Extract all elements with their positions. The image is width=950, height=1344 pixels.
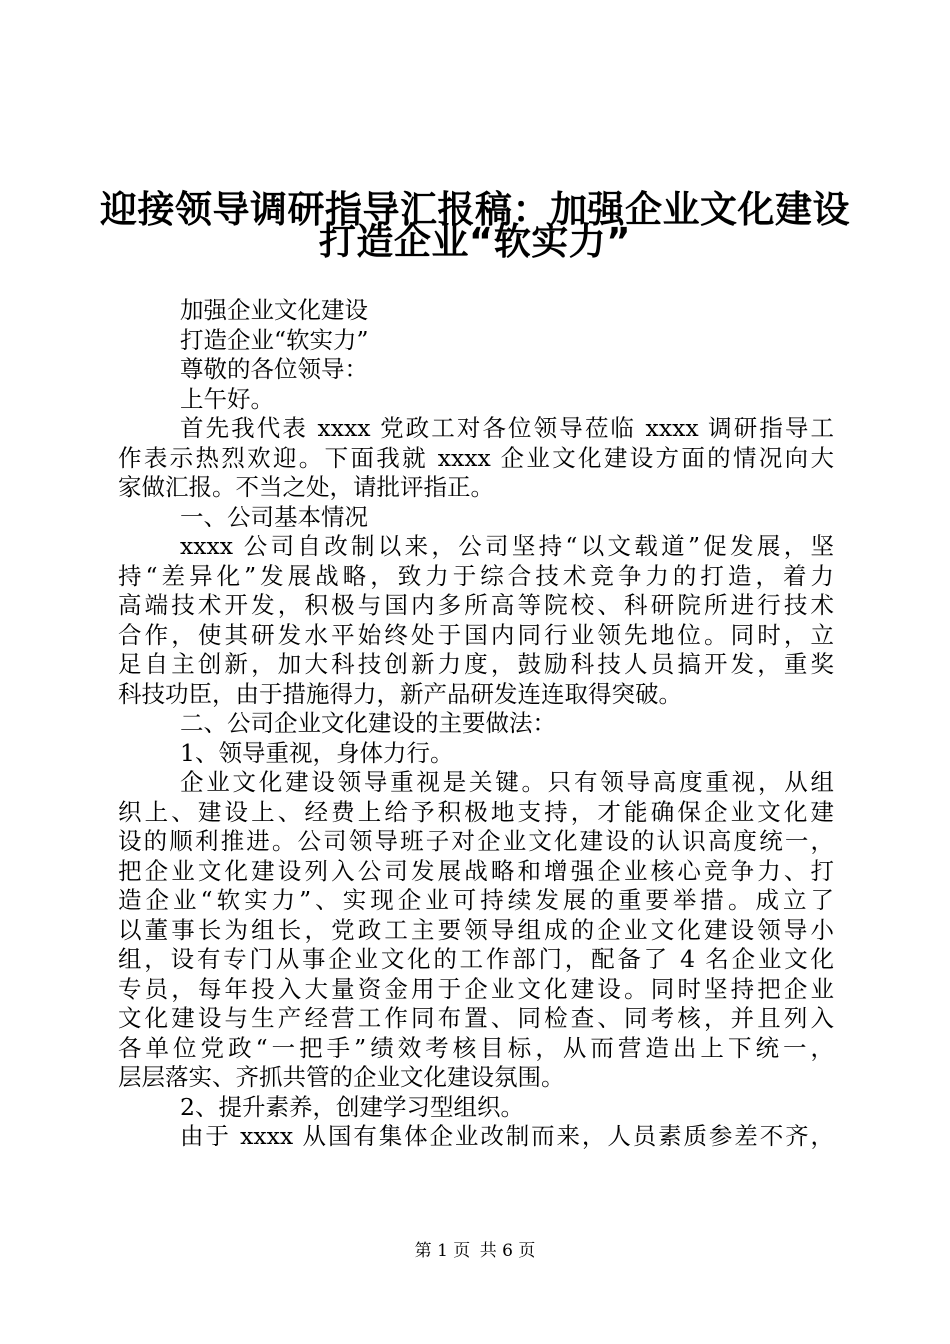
paragraph-line: 把企业文化建设列入公司发展战略和增强企业核心竞争力、打 bbox=[118, 856, 834, 885]
paragraph-line: 文化建设与生产经营工作同布置、同检查、同考核，并且列入 bbox=[118, 1004, 834, 1032]
paragraph-line: 设的顺利推进。公司领导班子对企业文化建设的认识高度统一， bbox=[118, 827, 834, 855]
paragraph-line: 足自主创新，加大科技创新力度，鼓励科技人员搞开发，重奖 bbox=[118, 650, 834, 678]
paragraph-line: 企业文化建设领导重视是关键。只有领导高度重视，从组 bbox=[180, 768, 834, 796]
paragraph-line: 层层落实、齐抓共管的企业文化建设氛围。 bbox=[118, 1063, 565, 1091]
paragraph-line: 持“差异化”发展战略，致力于综合技术竞争力的打造，着力 bbox=[118, 561, 834, 590]
greeting: 上午好。 bbox=[180, 384, 274, 413]
page-total: 共 6 页 bbox=[479, 1241, 536, 1261]
document-title-line-1: 迎接领导调研指导汇报稿：加强企业文化建设 bbox=[100, 188, 850, 231]
paragraph-line: 组，设有专门从事企业文化的工作部门，配备了 4 名企业文化 bbox=[118, 945, 834, 973]
paragraph-line: 首先我代表 xxxx 党政工对各位领导莅临 xxxx 调研指导工 bbox=[180, 414, 834, 442]
paragraph-line: 织上、建设上、经费上给予积极地支持，才能确保企业文化建 bbox=[118, 797, 834, 826]
subsection-heading-1: 1、领导重视，身体力行。 bbox=[180, 738, 454, 767]
salutation: 尊敬的各位领导： bbox=[180, 355, 368, 383]
subtitle-line-2: 打造企业“软实力” bbox=[180, 325, 369, 354]
paragraph-line: 造企业“软实力”、实现企业可持续发展的重要举措。成立了 bbox=[118, 886, 834, 914]
paragraph-line: 专员，每年投入大量资金用于企业文化建设。同时坚持把企业 bbox=[118, 974, 834, 1003]
section-heading-1: 一、公司基本情况 bbox=[180, 502, 368, 531]
document-title-line-2: 打造企业“软实力” bbox=[318, 220, 632, 263]
paragraph-line: 合作，使其研发水平始终处于国内同行业领先地位。同时，立 bbox=[118, 620, 834, 649]
paragraph-line: 高端技术开发，积极与国内多所高等院校、科研院所进行技术 bbox=[118, 591, 834, 619]
paragraph-line: 作表示热烈欢迎。下面我就 xxxx 企业文化建设方面的情况向大 bbox=[118, 443, 834, 472]
paragraph-line: 科技功臣，由于措施得力，新产品研发连连取得突破。 bbox=[118, 679, 682, 708]
paragraph-line: 各单位党政“一把手”绩效考核目标，从而营造出上下统一， bbox=[118, 1033, 834, 1062]
page-footer bbox=[0, 1240, 950, 1262]
document-body bbox=[118, 296, 834, 1152]
paragraph-line: 以董事长为组长，党政工主要领导组成的企业文化建设领导小 bbox=[118, 915, 834, 944]
subsection-heading-2: 2、提升素养，创建学习型组织。 bbox=[180, 1092, 524, 1121]
page-number: 第 1 页 bbox=[414, 1241, 471, 1261]
section-heading-2: 二、公司企业文化建设的主要做法： bbox=[180, 709, 556, 737]
subtitle-line-1: 加强企业文化建设 bbox=[180, 296, 368, 324]
paragraph-line: 由于 xxxx 从国有集体企业改制而来，人员素质参差不齐， bbox=[180, 1122, 834, 1150]
paragraph-line: 家做汇报。不当之处，请批评指正。 bbox=[118, 473, 494, 501]
paragraph-line: xxxx 公司自改制以来，公司坚持“以文载道”促发展，坚 bbox=[180, 532, 834, 560]
